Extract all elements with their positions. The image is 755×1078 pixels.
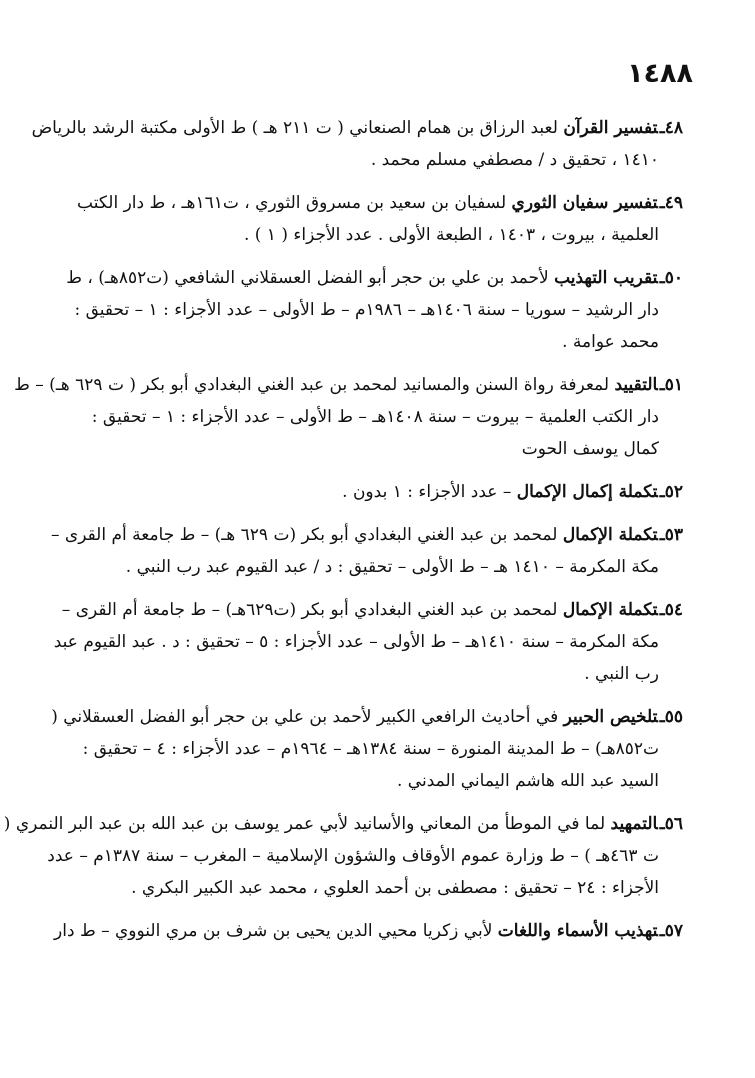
entry-continuation-line [43,658,683,690]
entry-continuation-line [43,433,683,465]
entry-continuation-line [43,872,683,904]
entry-continuation-line [43,765,683,797]
entry-title: التقييد [614,375,658,395]
entry-first-line [31,112,683,144]
entry-number: ٤٩ـ [659,193,683,213]
bibliography-list [3,112,683,958]
bibliography-entry [43,187,683,251]
entry-title: تلخيص الحبير [563,707,658,727]
entry-first-line [14,369,683,401]
entry-number: ٥١ـ [659,375,683,395]
entry-title: تفسير سفيان الثوري [511,193,658,213]
bibliography-entry [14,369,683,465]
entry-text: لمعرفة رواة السنن والمسانيد لمحمد بن عبد الغني البغدادي أبو بكر ( ت ٦٢٩ هـ) – ط [14,375,610,395]
entry-continuation-line [43,551,683,583]
entry-text: العلمية ، بيروت ، ١٤٠٣ ، الطبعة الأولى . عدد الأجزاء ( ١ ) . [243,225,659,245]
bibliography-entry [31,112,683,176]
entry-text: لمحمد بن عبد الغني البغدادي أبو بكر (ت ٦٢٩ هـ) – ط جامعة أم القرى – [50,525,558,545]
entry-continuation-line [43,294,683,326]
entry-text: الأجزاء : ٢٤ – تحقيق : مصطفى بن أحمد العلوي ، محمد عبد الكبير البكري . [131,878,659,898]
entry-title: تكملة إكمال الإكمال [516,482,658,502]
entry-first-line [43,594,683,626]
entry-first-line [43,519,683,551]
entry-title: تهذيب الأسماء واللغات [497,921,658,941]
entry-title: تقريب التهذيب [554,268,658,288]
entry-continuation-line [43,144,683,176]
entry-first-line [43,476,683,508]
entry-text: مكة المكرمة – سنة ١٤١٠هـ – ط الأولى – عدد الأجزاء : ٥ – تحقيق : د . عبد القيوم عبد [53,632,659,652]
entry-title: تكملة الإكمال [562,525,658,545]
entry-text: لمحمد بن عبد الغني البغدادي أبو بكر (ت٦٢٩هـ) – ط جامعة أم القرى – [61,600,558,620]
entry-text: – عدد الأجزاء : ١ بدون . [342,482,512,502]
bibliography-entry [43,262,683,358]
bibliography-entry [43,519,683,583]
entry-number: ٥٢ـ [659,482,683,502]
entry-first-line [43,187,683,219]
entry-text: لعبد الرزاق بن همام الصنعاني ( ت ٢١١ هـ ) ط الأولى مكتبة الرشد بالرياض [31,118,558,138]
entry-title: تكملة الإكمال [562,600,658,620]
entry-text: ت٨٥٢هـ) – ط المدينة المنورة – سنة ١٣٨٤هـ – ١٩٦٤م – عدد الأجزاء : ٤ – تحقيق : [82,739,659,759]
bibliography-entry [43,701,683,797]
entry-continuation-line [43,401,683,433]
entry-text: لأبي زكريا محيي الدين يحيى بن شرف بن مري النووي – ط دار [54,921,493,941]
entry-text: رب النبي . [584,664,659,684]
entry-first-line [43,262,683,294]
entry-number: ٥٧ـ [659,921,683,941]
entry-continuation-line [43,733,683,765]
entry-title: تفسير القرآن [563,118,658,138]
page-number: ١٤٨٨ [627,58,693,89]
bibliography-entry [43,915,683,947]
entry-first-line [43,915,683,947]
entry-number: ٤٨ـ [659,118,683,138]
entry-text: ١٤١٠ ، تحقيق د / مصطفي مسلم محمد . [370,150,659,170]
entry-text: السيد عبد الله هاشم اليماني المدني . [397,771,659,791]
entry-continuation-line [43,326,683,358]
entry-first-line [3,808,683,840]
entry-continuation-line [43,840,683,872]
bibliography-entry [3,808,683,904]
entry-text: في أحاديث الرافعي الكبير لأحمد بن علي بن حجر أبو الفضل العسقلاني ( [51,707,559,727]
entry-number: ٥٥ـ [659,707,683,727]
entry-number: ٥٦ـ [659,814,683,834]
entry-text: دار الرشيد – سوريا – سنة ١٤٠٦هـ – ١٩٨٦م – ط الأولى – عدد الأجزاء : ١ – تحقيق : [74,300,659,320]
entry-text: لسفيان بن سعيد بن مسروق الثوري ، ت١٦١هـ ، ط دار الكتب [77,193,507,213]
entry-text: كمال يوسف الحوت [521,439,659,459]
entry-number: ٥٠ـ [659,268,683,288]
entry-text: محمد عوامة . [562,332,659,352]
entry-text: مكة المكرمة – ١٤١٠ هـ – ط الأولى – تحقيق : د / عبد القيوم عبد رب النبي . [125,557,659,577]
entry-number: ٥٣ـ [659,525,683,545]
entry-text: ت ٤٦٣هـ ) – ط وزارة عموم الأوقاف والشؤون الإسلامية – المغرب – سنة ١٣٨٧م – عدد [47,846,659,866]
bibliography-entry [43,476,683,508]
entry-first-line [43,701,683,733]
entry-text: لما في الموطأ من المعاني والأسانيد لأبي عمر يوسف بن عبد الله بن عبد البر النمري ( [3,814,606,834]
entry-continuation-line [43,219,683,251]
entry-text: دار الكتب العلمية – بيروت – سنة ١٤٠٨هـ – ط الأولى – عدد الأجزاء : ١ – تحقيق : [91,407,659,427]
entry-title: التمهيد [610,814,658,834]
bibliography-entry [43,594,683,690]
entry-text: لأحمد بن علي بن حجر أبو الفضل العسقلاني الشافعي (ت٨٥٢هـ) ، ط [66,268,549,288]
entry-number: ٥٤ـ [659,600,683,620]
entry-continuation-line [43,626,683,658]
